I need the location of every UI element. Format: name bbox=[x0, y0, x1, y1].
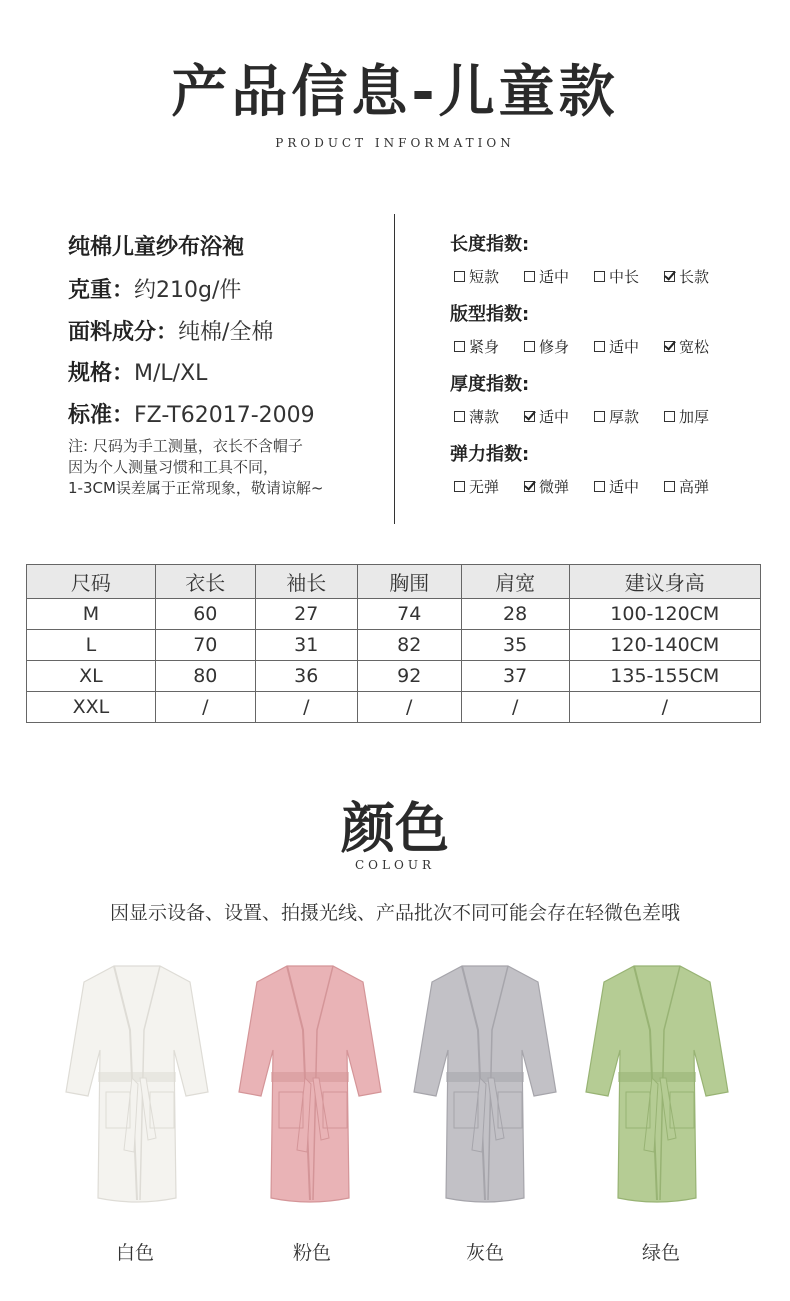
colour-label: 灰色 bbox=[465, 1242, 504, 1264]
column-header: 袖长 bbox=[255, 565, 357, 599]
index-title: 长度指数: bbox=[450, 234, 530, 255]
index-option bbox=[594, 336, 639, 357]
spec-material: 面料成分：纯棉/全棉 bbox=[68, 320, 274, 345]
checked-box-icon bbox=[664, 271, 675, 282]
table-row bbox=[27, 692, 761, 723]
option-label: 适中 bbox=[609, 338, 640, 356]
table-cell: 74 bbox=[357, 599, 461, 630]
table-cell: / bbox=[569, 692, 760, 723]
index-option bbox=[664, 266, 709, 287]
table-cell: XXL bbox=[27, 692, 156, 723]
option-label: 适中 bbox=[609, 478, 640, 496]
option-label: 紧身 bbox=[469, 338, 500, 356]
table-cell: / bbox=[357, 692, 461, 723]
index-option bbox=[594, 476, 639, 497]
checked-box-icon bbox=[664, 341, 675, 352]
option-label: 适中 bbox=[539, 268, 570, 286]
checkbox-icon bbox=[594, 481, 605, 492]
table-cell: 80 bbox=[155, 661, 255, 692]
page-title: 产品信息-儿童款 bbox=[171, 60, 619, 125]
checkbox-icon bbox=[524, 341, 535, 352]
checkbox-icon bbox=[594, 411, 605, 422]
option-label: 微弹 bbox=[539, 478, 570, 496]
index-title: 版型指数: bbox=[450, 304, 530, 325]
table-cell: 31 bbox=[255, 630, 357, 661]
table-row bbox=[27, 661, 761, 692]
option-label: 加厚 bbox=[679, 408, 710, 426]
spec-weight: 克重：约210g/件 bbox=[68, 278, 242, 303]
option-label: 适中 bbox=[539, 408, 570, 426]
index-option bbox=[664, 336, 709, 357]
option-label: 中长 bbox=[609, 268, 640, 286]
colour-label: 白色 bbox=[115, 1242, 154, 1264]
measurement-note: 注: 尺码为手工测量，衣长不含帽子 因为个人测量习惯和工具不同， 1-3CM误差属于正常现象，敬请谅解~ bbox=[68, 437, 324, 497]
table-cell: 100-120CM bbox=[569, 599, 760, 630]
index-option bbox=[524, 266, 569, 287]
table-header-row bbox=[27, 565, 761, 599]
index-option bbox=[454, 336, 499, 357]
column-header: 胸围 bbox=[357, 565, 461, 599]
colour-note: 因显示设备、设置、拍摄光线、产品批次不同可能会存在轻微色差哦 bbox=[109, 902, 680, 924]
column-header: 肩宽 bbox=[461, 565, 569, 599]
column-header: 衣长 bbox=[155, 565, 255, 599]
checkbox-icon bbox=[594, 341, 605, 352]
table-cell: L bbox=[27, 630, 156, 661]
product-name: 纯棉儿童纱布浴袍 bbox=[68, 235, 245, 260]
table-cell: / bbox=[255, 692, 357, 723]
checked-box-icon bbox=[524, 411, 535, 422]
checkbox-icon bbox=[524, 271, 535, 282]
table-cell: 92 bbox=[357, 661, 461, 692]
colour-label: 粉色 bbox=[292, 1242, 331, 1264]
checkbox-icon bbox=[454, 481, 465, 492]
table-cell: 36 bbox=[255, 661, 357, 692]
checkbox-icon bbox=[454, 341, 465, 352]
checked-box-icon bbox=[524, 481, 535, 492]
option-label: 高弹 bbox=[679, 478, 710, 496]
index-option bbox=[454, 476, 499, 497]
option-label: 薄款 bbox=[469, 408, 500, 426]
index-option bbox=[524, 476, 569, 497]
checkbox-icon bbox=[594, 271, 605, 282]
robe-image bbox=[62, 960, 212, 1215]
option-label: 厚款 bbox=[609, 408, 640, 426]
checkbox-icon bbox=[664, 481, 675, 492]
checkbox-icon bbox=[454, 271, 465, 282]
column-header: 建议身高 bbox=[569, 565, 760, 599]
table-row bbox=[27, 599, 761, 630]
robe-image bbox=[410, 960, 560, 1215]
index-title: 厚度指数: bbox=[450, 374, 530, 395]
table-cell: 120-140CM bbox=[569, 630, 760, 661]
checkbox-icon bbox=[454, 411, 465, 422]
colour-subtitle: COLOUR bbox=[355, 858, 435, 872]
option-label: 短款 bbox=[469, 268, 500, 286]
table-cell: 70 bbox=[155, 630, 255, 661]
table-cell: 82 bbox=[357, 630, 461, 661]
table-cell: M bbox=[27, 599, 156, 630]
colour-label: 绿色 bbox=[641, 1242, 680, 1264]
table-cell: 135-155CM bbox=[569, 661, 760, 692]
table-cell: XL bbox=[27, 661, 156, 692]
table-cell: / bbox=[155, 692, 255, 723]
table-row bbox=[27, 630, 761, 661]
table-cell: 37 bbox=[461, 661, 569, 692]
size-table bbox=[26, 564, 761, 723]
index-option bbox=[664, 476, 709, 497]
table-cell: 60 bbox=[155, 599, 255, 630]
page-subtitle: PRODUCT INFORMATION bbox=[275, 136, 515, 150]
option-label: 无弹 bbox=[469, 478, 500, 496]
index-option bbox=[594, 406, 639, 427]
option-label: 修身 bbox=[539, 338, 570, 356]
index-title: 弹力指数: bbox=[450, 444, 530, 465]
index-option bbox=[524, 406, 569, 427]
index-option bbox=[594, 266, 639, 287]
option-label: 宽松 bbox=[679, 338, 710, 356]
robe-image bbox=[582, 960, 732, 1215]
checkbox-icon bbox=[664, 411, 675, 422]
robe-image bbox=[235, 960, 385, 1215]
spec-standard: 标准：FZ-T62017-2009 bbox=[68, 403, 315, 428]
spec-size: 规格：M/L/XL bbox=[68, 361, 208, 386]
table-cell: 35 bbox=[461, 630, 569, 661]
column-header: 尺码 bbox=[27, 565, 156, 599]
index-option bbox=[454, 406, 499, 427]
table-cell: 27 bbox=[255, 599, 357, 630]
table-cell: 28 bbox=[461, 599, 569, 630]
index-option bbox=[454, 266, 499, 287]
table-cell: / bbox=[461, 692, 569, 723]
vertical-divider bbox=[394, 214, 395, 524]
index-option bbox=[524, 336, 569, 357]
colour-title: 颜色 bbox=[341, 797, 449, 860]
option-label: 长款 bbox=[679, 268, 710, 286]
index-option bbox=[664, 406, 709, 427]
